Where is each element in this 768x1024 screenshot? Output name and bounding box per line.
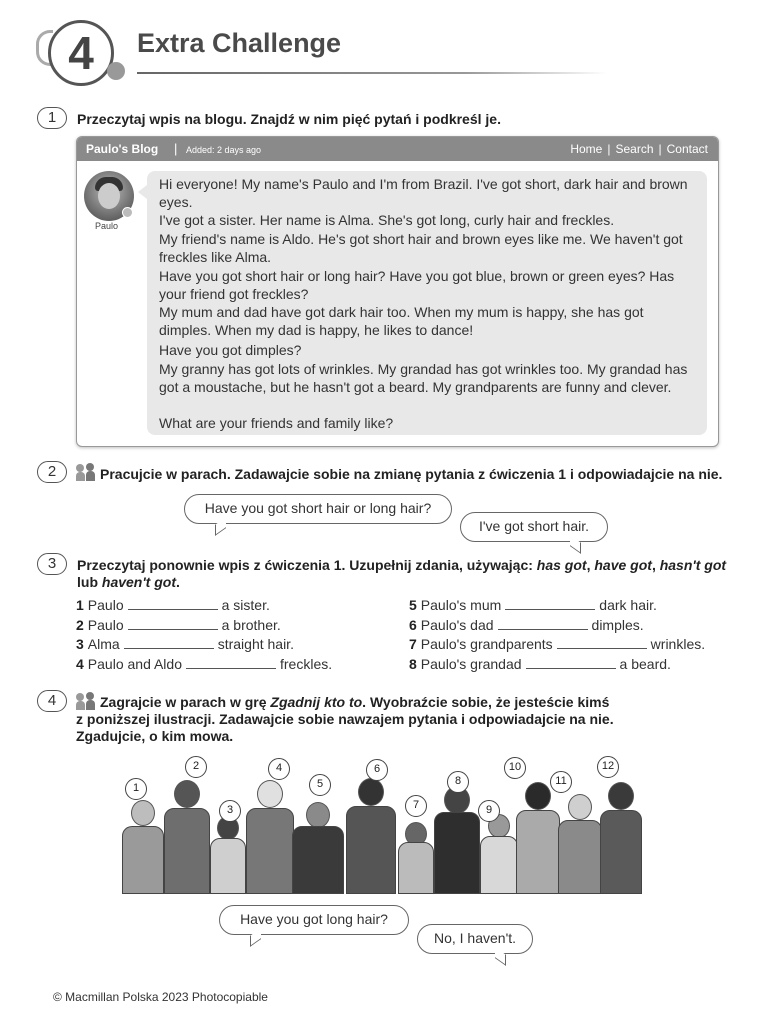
speech-bubble-question: Have you got long hair?	[219, 905, 409, 935]
blog-post	[147, 171, 707, 435]
blog-nav-separator: |	[607, 142, 611, 156]
person-number: 4	[268, 758, 290, 780]
sentence	[76, 617, 281, 633]
sentence-number: 7	[409, 636, 417, 652]
sentence-number: 8	[409, 656, 417, 672]
instruction-text: Przeczytaj ponownie wpis z ćwiczenia 1. Uzupełnij zdania, używając:	[77, 557, 537, 573]
sentence-end: a sister.	[221, 597, 270, 613]
person-figure	[346, 778, 396, 894]
exercise-4-instruction	[100, 694, 660, 711]
person-number: 5	[309, 774, 331, 796]
blog-paragraph: What are your friends and family like?	[159, 415, 394, 431]
sentence-number: 5	[409, 597, 417, 613]
instruction-end: .	[176, 574, 180, 590]
speech-bubble-question: Have you got short hair or long hair?	[184, 494, 452, 524]
blog-paragraph: Hi everyone! My name's Paulo and I'm from Brazil. I've got short, dark hair and brown eyes.	[159, 176, 688, 210]
avatar-name: Paulo	[95, 221, 119, 231]
unit-badge	[48, 20, 114, 86]
pair-work-icon	[76, 463, 96, 481]
sentence	[409, 656, 671, 672]
sentence-number: 1	[76, 597, 84, 613]
sentence	[409, 617, 644, 633]
avatar-face	[98, 183, 120, 209]
unit-number: 4	[68, 27, 94, 79]
answer-blank[interactable]	[128, 597, 218, 610]
blog-paragraph: My friend's name is Aldo. He's got short hair and brown eyes like me. We haven't got freckles like Alma.	[159, 231, 683, 265]
person-figure	[210, 816, 246, 894]
person-number: 8	[447, 771, 469, 793]
instruction-text: Zagrajcie w parach w grę	[100, 694, 271, 710]
blog-title-separator: |	[174, 141, 178, 156]
sentence-end: dimples.	[591, 617, 644, 633]
exercise-4-instruction-line3: Zgadujcie, o kim mowa.	[76, 728, 234, 744]
person-figure	[558, 794, 602, 894]
sentence-start: Paulo	[87, 597, 124, 613]
game-name: Zgadnij kto to	[270, 694, 363, 710]
person-figure	[122, 800, 164, 894]
person-number: 3	[219, 800, 241, 822]
sentence-end: freckles.	[280, 656, 333, 672]
blog-paragraph: My granny has got lots of wrinkles. My grandad has got wrinkles too. My grandad has got a moustache, but he hasn't got a beard. My grandparents are funny and clever.	[159, 361, 688, 395]
person-figure	[434, 786, 480, 894]
blog-nav	[570, 142, 708, 156]
blog-nav-home[interactable]: Home	[570, 142, 603, 156]
sentence-end: dark hair.	[599, 597, 657, 613]
sentence-end: a beard.	[619, 656, 671, 672]
blog-nav-contact[interactable]: Contact	[666, 142, 708, 156]
blog-nav-search[interactable]: Search	[615, 142, 654, 156]
sentence-end: a brother.	[221, 617, 281, 633]
person-number: 7	[405, 795, 427, 817]
sentence-number: 4	[76, 656, 84, 672]
blog-title-bar	[77, 137, 718, 161]
blog-paragraph: Have you got short hair or long hair? Have you got blue, brown or green eyes? Has your friend got freckles?	[159, 268, 675, 302]
person-number: 11	[550, 771, 572, 793]
title-divider	[137, 72, 607, 74]
person-figure	[292, 802, 344, 894]
copyright-footer: © Macmillan Polska 2023 Photocopiable	[53, 990, 268, 1004]
answer-blank[interactable]	[526, 656, 616, 669]
sentence-end: wrinkles.	[650, 636, 706, 652]
exercise-3-number: 3	[37, 553, 67, 575]
word-comma: ,	[586, 557, 595, 573]
person-number: 2	[185, 756, 207, 778]
blog-paragraph: My mum and dad have got dark hair too. When my mum is happy, she has got dimples. When my dad is happy, he likes to dance!	[159, 304, 644, 338]
person-figure	[246, 780, 294, 894]
person-number: 10	[504, 757, 526, 779]
exercise-1-number: 1	[37, 107, 67, 129]
sentence-start: Paulo's dad	[420, 617, 494, 633]
sentence-start: Paulo and Aldo	[87, 656, 182, 672]
blog-paragraph: I've got a sister. Her name is Alma. She's got long, curly hair and freckles.	[159, 212, 615, 228]
badge-dot	[107, 62, 125, 80]
exercise-1-instruction: Przeczytaj wpis na blogu. Znajdź w nim pięć pytań i podkreśl je.	[77, 111, 501, 127]
blog-added-date: Added: 2 days ago	[186, 145, 262, 155]
answer-blank[interactable]	[128, 617, 218, 630]
person-number: 12	[597, 756, 619, 778]
target-word: has got	[536, 557, 587, 573]
exercise-2-instruction: Pracujcie w parach. Zadawajcie sobie na zmianę pytania z ćwiczenia 1 i odpowiadajcie na nie.	[100, 466, 723, 482]
answer-blank[interactable]	[505, 597, 595, 610]
sentence-start: Paulo	[87, 617, 124, 633]
speech-bubble-answer: I've got short hair.	[460, 512, 608, 542]
sentence-start: Paulo's grandad	[420, 656, 522, 672]
word-comma: ,	[651, 557, 660, 573]
instruction-text: . Wyobraźcie sobie, że jesteście kimś	[362, 694, 610, 710]
sentence-start: Paulo's grandparents	[420, 636, 553, 652]
sentence-number: 6	[409, 617, 417, 633]
person-figure	[516, 782, 560, 894]
page-title: Extra Challenge	[137, 28, 342, 58]
answer-blank[interactable]	[186, 656, 276, 669]
person-figure	[398, 822, 434, 894]
sentence	[76, 597, 270, 613]
sentence-end: straight hair.	[217, 636, 294, 652]
blog-name: Paulo's Blog	[86, 142, 159, 156]
speech-bubble-answer: No, I haven't.	[417, 924, 533, 954]
sentence-number: 2	[76, 617, 84, 633]
person-number: 1	[125, 778, 147, 800]
blog-window	[76, 136, 719, 447]
pair-work-icon	[76, 692, 96, 710]
person-figure	[600, 782, 642, 894]
answer-blank[interactable]	[557, 636, 647, 649]
instruction-text: lub	[77, 574, 102, 590]
sentence	[409, 597, 657, 613]
target-word: have got	[594, 557, 652, 573]
sentence	[409, 636, 705, 652]
person-figure	[480, 814, 518, 894]
answer-blank[interactable]	[498, 617, 588, 630]
sentence-start: Paulo's mum	[420, 597, 502, 613]
online-status-dot	[122, 207, 133, 218]
blog-nav-separator: |	[658, 142, 662, 156]
target-word: hasn't got	[659, 557, 727, 573]
exercise-2-number: 2	[37, 461, 67, 483]
person-number: 9	[478, 800, 500, 822]
person-number: 6	[366, 759, 388, 781]
sentence	[76, 656, 332, 672]
blog-paragraph: Have you got dimples?	[159, 342, 302, 358]
exercise-4-number: 4	[37, 690, 67, 712]
sentence-start: Alma	[87, 636, 120, 652]
sentence	[76, 636, 294, 652]
target-word: haven't got	[101, 574, 176, 590]
answer-blank[interactable]	[124, 636, 214, 649]
exercise-4-instruction-line2: z poniższej ilustracji. Zadawajcie sobie nawzajem pytania i odpowiadajcie na nie.	[76, 711, 614, 727]
sentence-number: 3	[76, 636, 84, 652]
person-figure	[164, 780, 210, 894]
exercise-3-instruction	[77, 557, 727, 591]
